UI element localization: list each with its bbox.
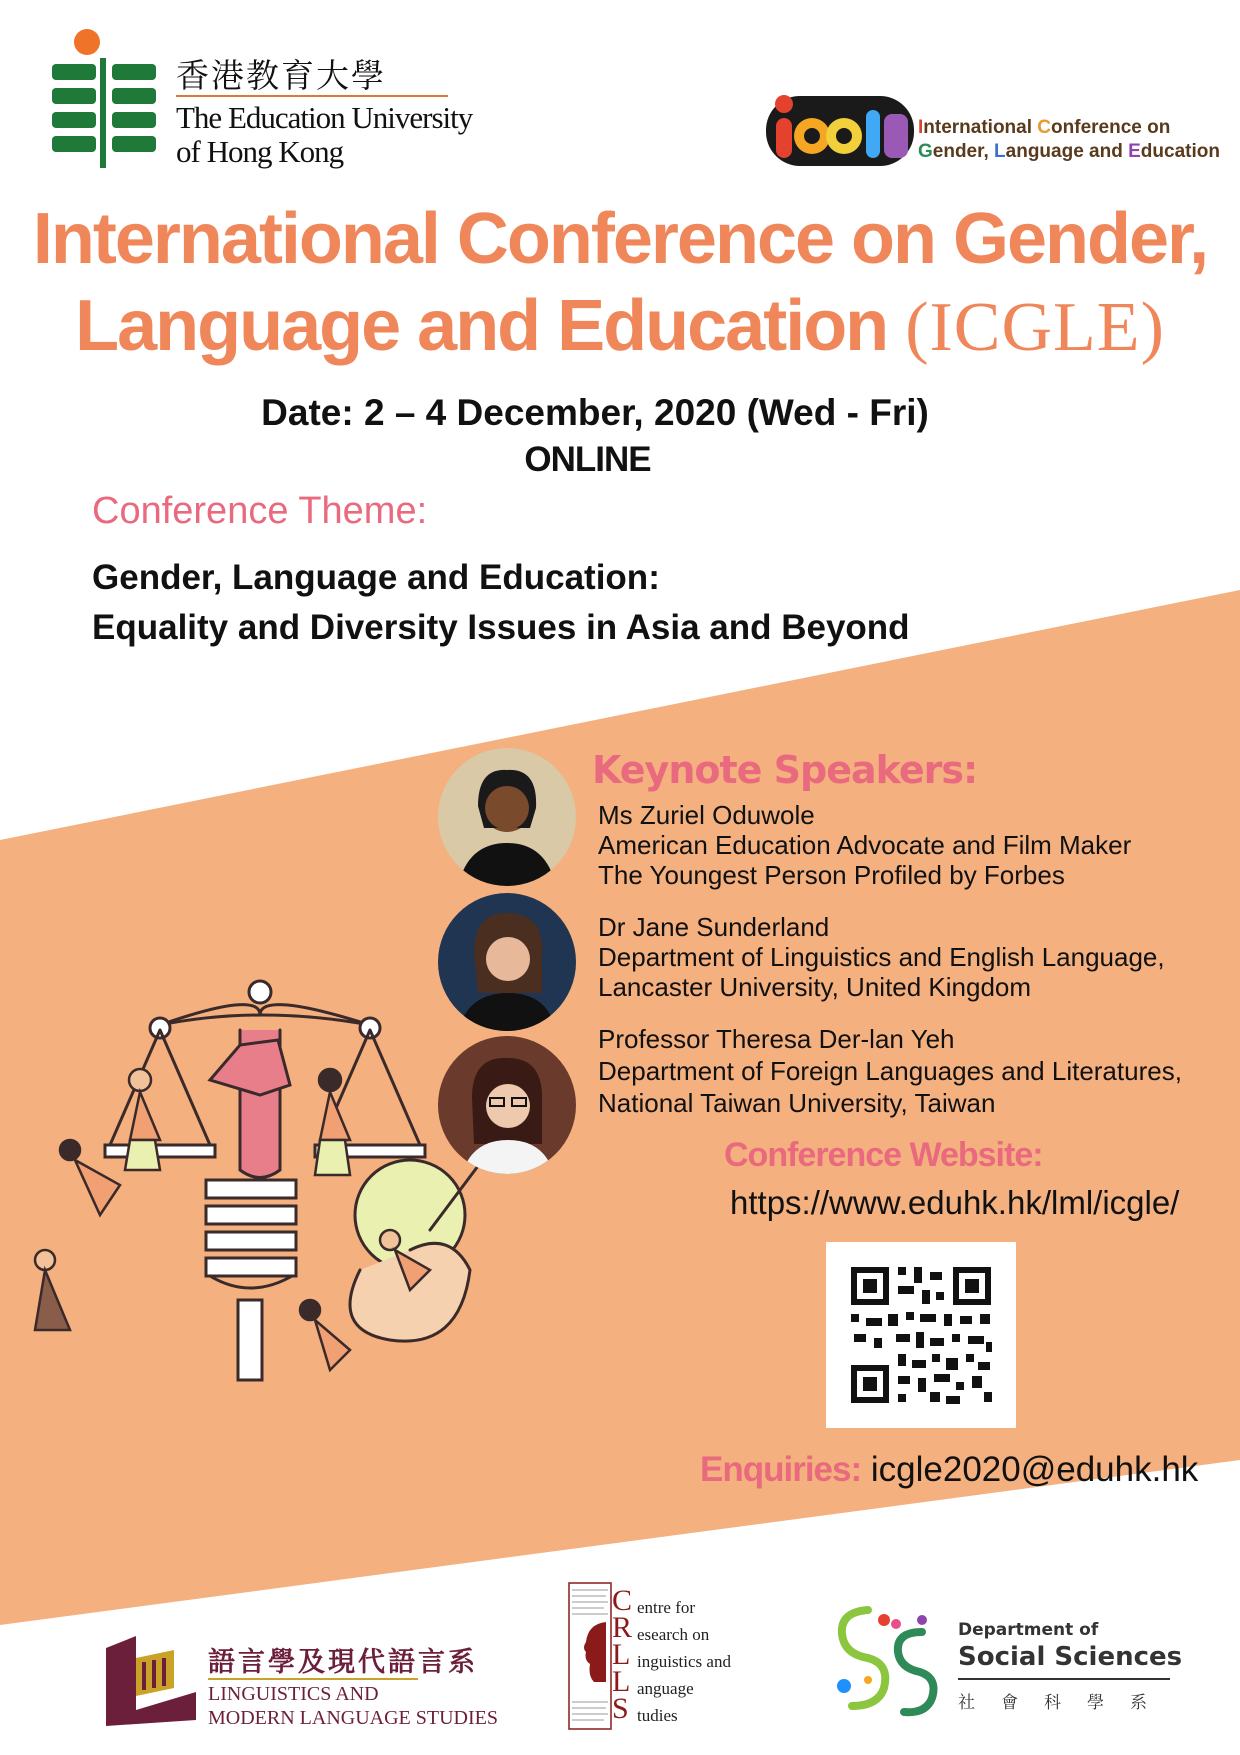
enquiries-email[interactable]: icgle2020@eduhk.hk (870, 1450, 1199, 1489)
icgle-logo-line2 (918, 141, 1220, 163)
speaker-photo-2 (438, 893, 576, 1031)
dss-name-line2: Social Sciences (958, 1642, 1183, 1672)
crlls-word-1: entre for (637, 1598, 696, 1617)
crlls-letter-l1: L (612, 1638, 631, 1671)
letter-e: E (1128, 141, 1141, 162)
crlls-word-3: inguistics and (637, 1652, 731, 1671)
page-title-acronym: (ICGLE) (905, 289, 1165, 366)
theme-heading: Conference Theme: (92, 490, 428, 532)
theme-line2: Equality and Diversity Issues in Asia and Beyond (92, 608, 910, 647)
divider (176, 95, 448, 97)
word-onference: onference on (1051, 117, 1171, 138)
divider (958, 1678, 1170, 1680)
crlls-letter-l2: L (612, 1665, 631, 1698)
page-title-main: Language and Education (75, 286, 888, 366)
enquiries (700, 1450, 1198, 1490)
word-nternational: nternational (923, 117, 1038, 138)
speaker-1-role: American Education Advocate and Film Maker (598, 830, 1132, 860)
qr-code-icon[interactable] (826, 1242, 1016, 1428)
page-title-line1: International Conference on Gender, (32, 199, 1208, 279)
word-ducation: ducation (1140, 141, 1220, 162)
letter-g: G (918, 141, 933, 162)
university-name-en-line2: of Hong Kong (176, 134, 344, 169)
letter-c: C (1037, 117, 1052, 138)
keynote-heading: Keynote Speakers: (592, 748, 978, 792)
crlls-letter-r: R (612, 1611, 633, 1644)
speaker-3-role: Department of Foreign Languages and Literatures, (598, 1056, 1182, 1086)
speaker-3-name: Professor Theresa Der-lan Yeh (598, 1024, 955, 1054)
enquiries-label: Enquiries: (700, 1450, 862, 1489)
letter-i: I (918, 117, 924, 138)
crlls-logo-icon (568, 1582, 612, 1730)
speaker-2-role: Department of Linguistics and English Language, (598, 942, 1165, 972)
event-date: Date: 2 – 4 December, 2020 (Wed - Fri) (261, 392, 929, 433)
website-heading: Conference Website: (724, 1136, 1043, 1174)
crlls-word-2: esearch on (637, 1625, 710, 1644)
speaker-photo-3 (438, 1036, 576, 1174)
speaker-1-name: Ms Zuriel Oduwole (598, 800, 815, 830)
theme-line1: Gender, Language and Education: (92, 558, 660, 597)
speaker-3-detail: National Taiwan University, Taiwan (598, 1088, 996, 1118)
lml-name-cn: 語言學及現代語言系 (208, 1647, 478, 1678)
university-name-cn: 香港教育大學 (176, 56, 386, 95)
equality-scales-illustration (30, 970, 530, 1430)
website-link[interactable]: https://www.eduhk.hk/lml/icgle/ (730, 1184, 1180, 1221)
lml-logo-icon (96, 1628, 200, 1728)
crlls-word-5: tudies (637, 1706, 678, 1725)
letter-l: L (994, 141, 1006, 162)
speaker-1-detail: The Youngest Person Profiled by Forbes (598, 860, 1065, 890)
page-title-line2 (0, 285, 1240, 368)
word-anguage: anguage and (1005, 141, 1129, 162)
icgle-logo-line1 (918, 117, 1170, 139)
lml-name-en-line1: LINGUISTICS AND (208, 1683, 379, 1705)
crlls-letter-s: S (612, 1692, 629, 1725)
event-mode: ONLINE (524, 440, 651, 479)
speaker-photo-1 (438, 748, 576, 886)
crlls-word-4: anguage (637, 1679, 694, 1698)
speaker-2-detail: Lancaster University, United Kingdom (598, 972, 1032, 1002)
crlls-letter-c: C (612, 1584, 633, 1617)
dss-name-line1: Department of (958, 1620, 1099, 1640)
lml-name-en-line2: MODERN LANGUAGE STUDIES (208, 1707, 498, 1729)
university-name-en-line1: The Education University (176, 100, 473, 135)
word-ender: ender, (932, 141, 995, 162)
dss-name-cn: 社會科學系 (958, 1693, 1173, 1713)
speaker-2-name: Dr Jane Sunderland (598, 912, 830, 942)
dss-logo-icon (826, 1602, 950, 1722)
icgle-logo-icon (766, 90, 914, 170)
divider (208, 1678, 418, 1680)
eduhk-logo-icon (50, 28, 160, 168)
